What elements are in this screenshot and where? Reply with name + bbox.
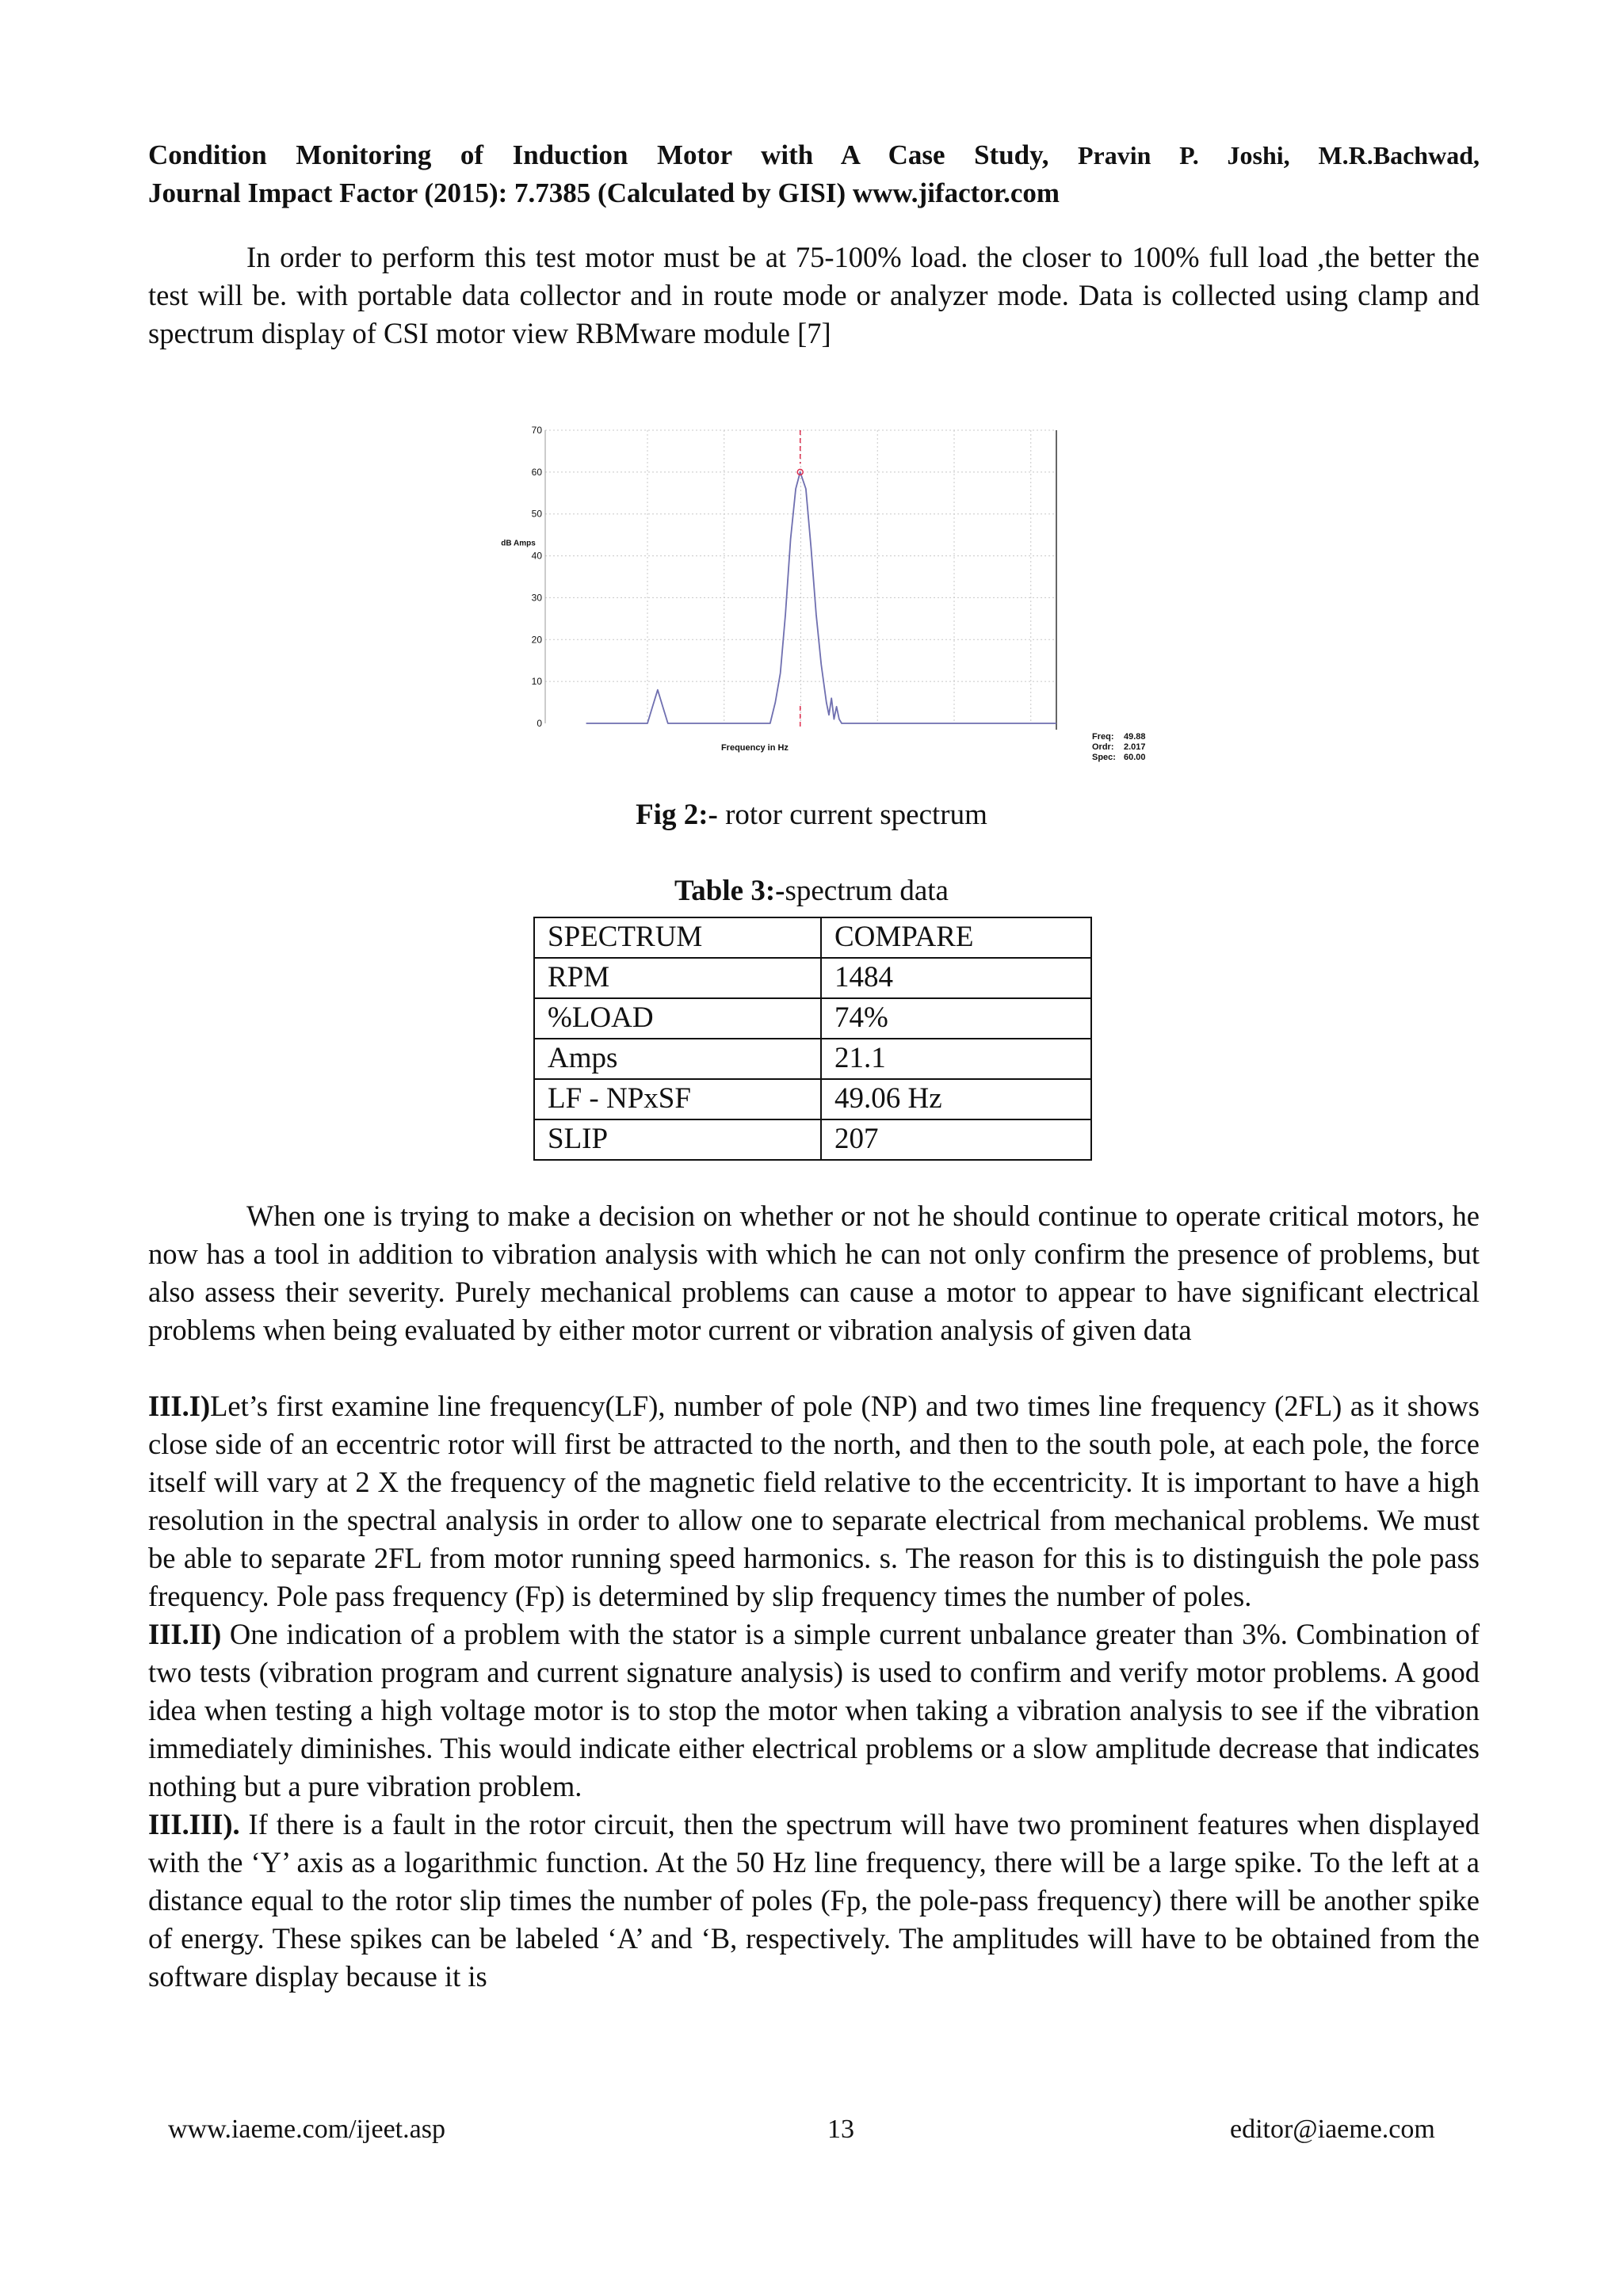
paper-authors: Pravin P. Joshi, M.R.Bachwad, xyxy=(1077,141,1480,170)
spectrum-data-table xyxy=(533,917,1092,1161)
figure-caption-label: Fig 2:- xyxy=(636,799,718,831)
table-row xyxy=(534,1079,1091,1119)
y-tick-label: 50 xyxy=(531,508,542,520)
y-tick-label: 20 xyxy=(531,634,542,646)
paragraph-decision-text: When one is trying to make a decision on whether or not he should continue to operate critical motors, he now has a tool in addition to vibration analysis with which he can not only confirm the presence of problems, but also assess their severity. Purely mechanical problems can cause a motor to appear to have significant electrical problems when being evaluated by either motor current or vibration analysis of given data xyxy=(148,1199,1480,1346)
readout-value: 2.017 xyxy=(1124,742,1146,752)
paragraph-intro xyxy=(148,238,1480,353)
page-number: 13 xyxy=(827,2115,854,2144)
table-cell: 207 xyxy=(821,1119,1091,1160)
section-iii-iii-label: III.III). xyxy=(148,1808,240,1840)
table-cell: RPM xyxy=(534,958,821,998)
paragraph-decision xyxy=(148,1197,1480,1349)
table-cell: 49.06 Hz xyxy=(821,1079,1091,1119)
header-title-line xyxy=(148,136,1480,174)
table-row xyxy=(534,998,1091,1039)
section-iii-ii-label: III.II) xyxy=(148,1618,222,1650)
figure-rotor-current-spectrum xyxy=(498,420,1163,769)
readout-label: Spec: xyxy=(1092,753,1116,762)
y-tick-label: 0 xyxy=(537,718,542,729)
y-tick-label: 10 xyxy=(531,676,542,688)
table-cell: 1484 xyxy=(821,958,1091,998)
section-iii-ii-text: One indication of a problem with the stator is a simple current unbalance greater than 3%. Combination of two tests (vibration program and current signature analysis) is used to confirm and verify motor problems. A good idea when testing a high voltage motor is to stop the motor when taking a vibration analysis to see if the vibration immediately diminishes. This would indicate either electrical problems or a slow amplitude decrease that indicates nothing but a pure vibration problem. xyxy=(148,1618,1480,1802)
y-tick-label: 40 xyxy=(531,550,542,562)
section-iii-iii-text: If there is a fault in the rotor circuit, then the spectrum will have two prominent features when displayed with the ‘Y’ axis as a logarithmic function. At the 50 Hz line frequency, there will be a large spike. To the left at a distance equal to the rotor slip times the number of poles (Fp, the pole-pass frequency) there will be another spike of energy. These spikes can be labeled ‘A’ and ‘B, respectively. The amplitudes will have to be obtained from the software display because it is xyxy=(148,1808,1480,1993)
table-row xyxy=(534,1039,1091,1079)
readout-label: Ordr: xyxy=(1092,742,1114,752)
section-iii-iii xyxy=(148,1806,1480,1996)
journal-line: Journal Impact Factor (2015): 7.7385 (Calculated by GISI) www.jifactor.com xyxy=(148,177,1060,208)
table-cell: SLIP xyxy=(534,1119,821,1160)
running-header xyxy=(148,136,1480,212)
y-tick-label: 70 xyxy=(531,425,542,436)
section-iii-i-text: Let’s first examine line frequency(LF), number of pole (NP) and two times line frequency (2FL) as it shows close side of an eccentric rotor will first be attracted to the north, and then to the south pole, at each pole, the force itself will vary at 2 X the frequency of the magnetic field relative to the eccentricity. It is important to have a high resolution in the spectral analysis in order to allow one to separate electrical from mechanical problems. We must be able to separate 2FL from motor running speed harmonics. s. The reason for this is to distinguish the pole pass frequency. Pole pass frequency (Fp) is determined by slip frequency times the number of poles. xyxy=(148,1390,1480,1612)
table-caption-text: spectrum data xyxy=(785,875,949,907)
readout-label: Freq: xyxy=(1092,732,1114,742)
table-caption-label: Table 3:- xyxy=(674,875,785,907)
table-cell: SPECTRUM xyxy=(534,917,821,958)
paragraph-intro-text: In order to perform this test motor must be at 75-100% load. the closer to 100% full load ,the better the test will be. with portable data collector and in route mode or analyzer mode. Data is collected using clamp and spectrum display of CSI motor view RBMware module [7] xyxy=(148,241,1480,349)
figure-caption xyxy=(0,796,1623,834)
section-iii-i xyxy=(148,1387,1480,1615)
table-cell: Amps xyxy=(534,1039,821,1079)
table-cell: COMPARE xyxy=(821,917,1091,958)
table-cell: LF - NPxSF xyxy=(534,1079,821,1119)
table-caption xyxy=(0,872,1623,910)
y-axis-label: dB Amps xyxy=(501,539,536,548)
table-cell: 21.1 xyxy=(821,1039,1091,1079)
section-iii-i-label: III.I) xyxy=(148,1390,211,1422)
table-row xyxy=(534,917,1091,958)
table-row xyxy=(534,958,1091,998)
paper-title: Condition Monitoring of Induction Motor with A Case Study, xyxy=(148,139,1049,170)
table-cell: %LOAD xyxy=(534,998,821,1039)
y-tick-label: 30 xyxy=(531,592,542,604)
table-row xyxy=(534,1119,1091,1160)
readout-value: 60.00 xyxy=(1124,753,1146,762)
footer-email: editor@iaeme.com xyxy=(1230,2115,1435,2144)
table-cell: 74% xyxy=(821,998,1091,1039)
x-axis-label: Frequency in Hz xyxy=(720,743,789,753)
y-tick-label: 60 xyxy=(531,466,542,478)
paragraph-sections xyxy=(148,1387,1480,1996)
readout-value: 49.88 xyxy=(1124,732,1146,742)
figure-caption-text: rotor current spectrum xyxy=(717,799,987,831)
spectrum-chart xyxy=(498,420,1163,769)
footer-website: www.iaeme.com/ijeet.asp xyxy=(168,2115,445,2144)
section-iii-ii xyxy=(148,1615,1480,1806)
